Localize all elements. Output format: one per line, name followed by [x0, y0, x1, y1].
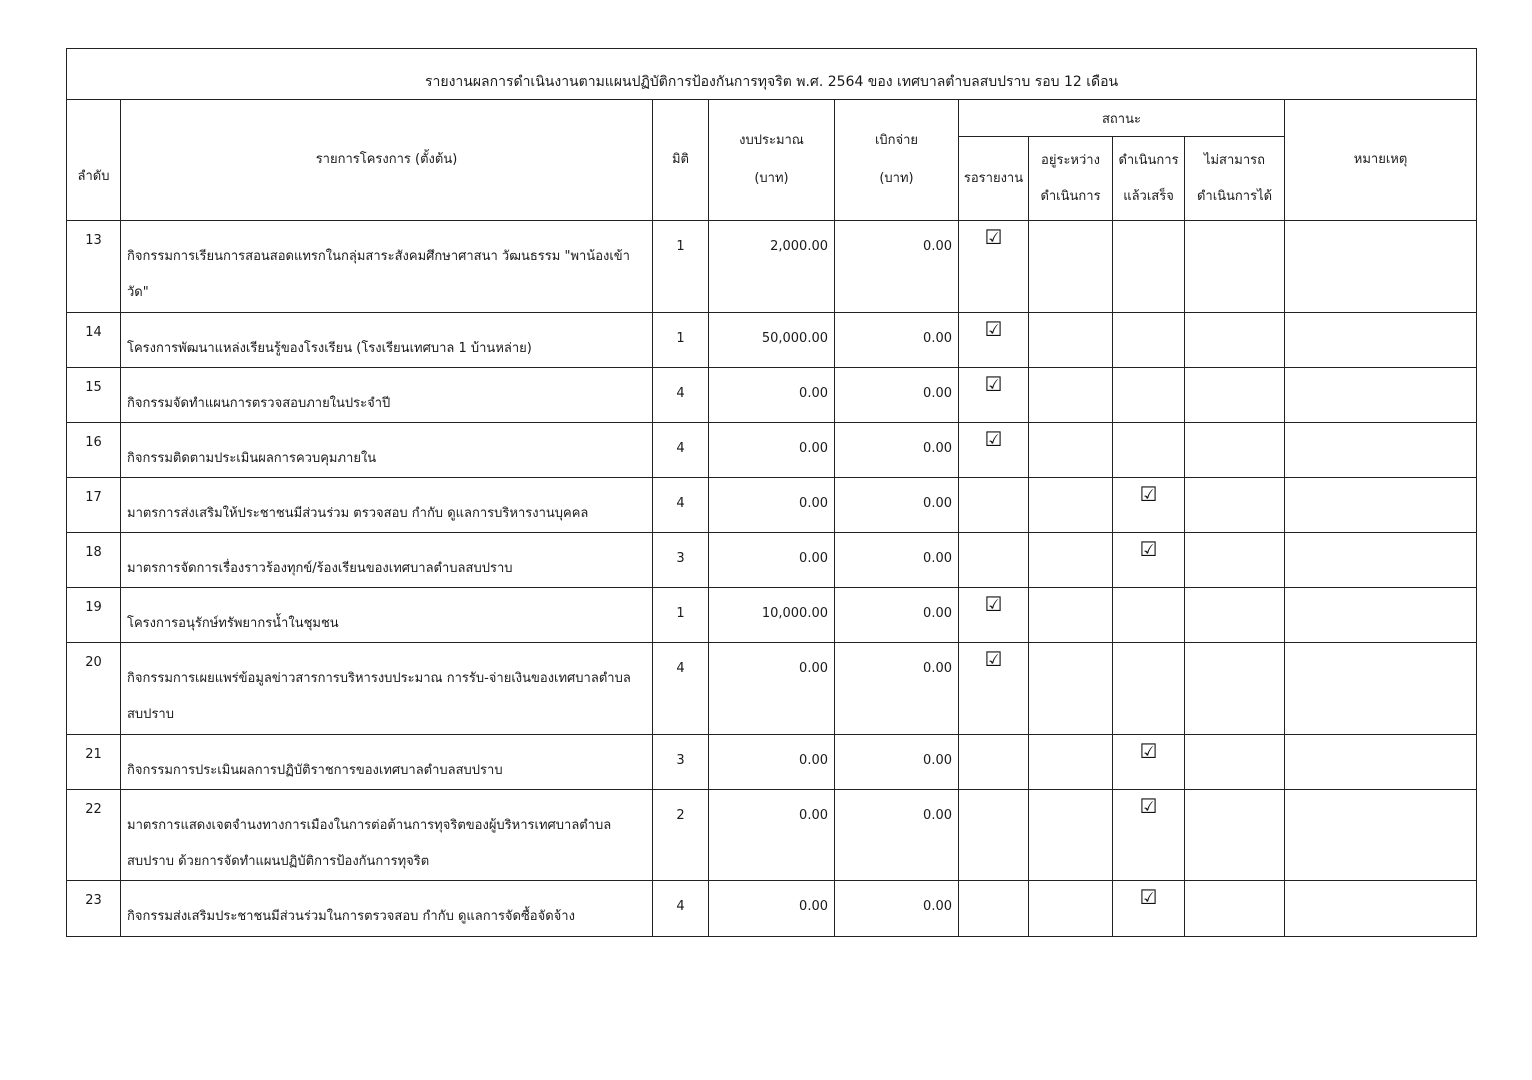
row-status-waiting — [959, 881, 1029, 937]
row-remark — [1285, 881, 1477, 937]
row-dimension: 3 — [653, 533, 709, 588]
row-status-done — [1113, 735, 1185, 790]
row-status-inprogress — [1029, 533, 1113, 588]
header-status-waiting: รอรายงาน — [959, 137, 1029, 221]
row-spent: 0.00 — [835, 221, 959, 313]
row-project-name: กิจกรรมจัดทำแผนการตรวจสอบภายในประจำปี — [121, 368, 653, 423]
header-spent — [835, 100, 959, 221]
row-number: 19 — [67, 588, 121, 643]
row-status-waiting — [959, 423, 1029, 478]
row-spent: 0.00 — [835, 881, 959, 937]
row-budget: 0.00 — [709, 881, 835, 937]
checkbox-checked-icon: ☑ — [1139, 739, 1158, 763]
table-row — [67, 368, 1477, 423]
header-status: สถานะ — [959, 100, 1285, 137]
row-project-name: โครงการพัฒนาแหล่งเรียนรู้ของโรงเรียน (โรงเรียนเทศบาล 1 บ้านหล่าย) — [121, 313, 653, 368]
row-remark — [1285, 588, 1477, 643]
row-budget: 2,000.00 — [709, 221, 835, 313]
row-status-inprogress — [1029, 735, 1113, 790]
header-status-done — [1113, 137, 1185, 221]
row-status-inprogress — [1029, 423, 1113, 478]
table-row — [67, 313, 1477, 368]
row-status-done — [1113, 221, 1185, 313]
checkbox-checked-icon: ☑ — [1139, 537, 1158, 561]
row-budget: 0.00 — [709, 533, 835, 588]
checkbox-checked-icon: ☑ — [1139, 885, 1158, 909]
row-status-waiting — [959, 533, 1029, 588]
row-number: 21 — [67, 735, 121, 790]
row-status-waiting — [959, 313, 1029, 368]
row-status-done — [1113, 790, 1185, 881]
header-budget — [709, 100, 835, 221]
row-project-name: มาตรการจัดการเรื่องราวร้องทุกข์/ร้องเรียนของเทศบาลตำบลสบปราบ — [121, 533, 653, 588]
row-project-name: กิจกรรมการประเมินผลการปฏิบัติราชการของเทศบาลตำบลสบปราบ — [121, 735, 653, 790]
header-spent-line2: (บาท) — [879, 171, 914, 186]
row-status-inprogress — [1029, 643, 1113, 735]
row-budget: 0.00 — [709, 423, 835, 478]
row-budget: 0.00 — [709, 478, 835, 533]
row-status-done — [1113, 533, 1185, 588]
row-spent: 0.00 — [835, 735, 959, 790]
row-status-unable — [1185, 313, 1285, 368]
checkbox-checked-icon: ☑ — [984, 317, 1003, 341]
row-status-done — [1113, 478, 1185, 533]
row-dimension: 1 — [653, 588, 709, 643]
header-status-unable-line1: ไม่สามารถ — [1203, 152, 1266, 168]
row-remark — [1285, 643, 1477, 735]
header-budget-line2: (บาท) — [754, 171, 789, 186]
report-title: รายงานผลการดำเนินงานตามแผนปฏิบัติการป้องกันการทุจริต พ.ศ. 2564 ของ เทศบาลตำบลสบปราบ รอบ 12 เดือน — [67, 49, 1477, 100]
row-status-inprogress — [1029, 588, 1113, 643]
row-project-name: มาตรการแสดงเจตจำนงทางการเมืองในการต่อต้านการทุจริตของผู้บริหารเทศบาลตำบลสบปราบ ด้วยการจัดทำแผนปฏิบัติการป้องกันการทุจริต — [121, 790, 653, 881]
row-status-unable — [1185, 881, 1285, 937]
row-project-name: มาตรการส่งเสริมให้ประชาชนมีส่วนร่วม ตรวจสอบ กำกับ ดูแลการบริหารงานบุคคล — [121, 478, 653, 533]
table-row — [67, 643, 1477, 735]
row-status-waiting — [959, 368, 1029, 423]
row-status-inprogress — [1029, 790, 1113, 881]
row-budget: 0.00 — [709, 735, 835, 790]
row-project-name: กิจกรรมการเรียนการสอนสอดแทรกในกลุ่มสาระสังคมศึกษาศาสนา วัฒนธรรม "พาน้องเข้าวัด" — [121, 221, 653, 313]
checkbox-checked-icon: ☑ — [984, 372, 1003, 396]
row-status-done — [1113, 588, 1185, 643]
row-status-done — [1113, 643, 1185, 735]
report-table — [66, 48, 1477, 937]
row-number: 17 — [67, 478, 121, 533]
header-status-inprogress — [1029, 137, 1113, 221]
table-row — [67, 790, 1477, 881]
row-spent: 0.00 — [835, 313, 959, 368]
row-number: 22 — [67, 790, 121, 881]
row-spent: 0.00 — [835, 643, 959, 735]
row-remark — [1285, 221, 1477, 313]
row-status-waiting — [959, 643, 1029, 735]
row-status-unable — [1185, 790, 1285, 881]
row-project-name: กิจกรรมส่งเสริมประชาชนมีส่วนร่วมในการตรวจสอบ กำกับ ดูแลการจัดซื้อจัดจ้าง — [121, 881, 653, 937]
row-number: 20 — [67, 643, 121, 735]
table-row — [67, 423, 1477, 478]
row-status-done — [1113, 368, 1185, 423]
row-dimension: 4 — [653, 478, 709, 533]
row-status-unable — [1185, 533, 1285, 588]
row-remark — [1285, 533, 1477, 588]
row-budget: 0.00 — [709, 643, 835, 735]
header-status-unable-line2: ดำเนินการได้ — [1196, 188, 1273, 204]
checkbox-checked-icon: ☑ — [1139, 482, 1158, 506]
row-dimension: 2 — [653, 790, 709, 881]
row-status-unable — [1185, 588, 1285, 643]
row-status-inprogress — [1029, 221, 1113, 313]
report-rows — [67, 221, 1477, 937]
row-project-name: กิจกรรมการเผยแพร่ข้อมูลข่าวสารการบริหารงบประมาณ การรับ-จ่ายเงินของเทศบาลตำบลสบปราบ — [121, 643, 653, 735]
row-budget: 50,000.00 — [709, 313, 835, 368]
table-row — [67, 478, 1477, 533]
row-budget: 10,000.00 — [709, 588, 835, 643]
row-number: 16 — [67, 423, 121, 478]
row-status-unable — [1185, 735, 1285, 790]
checkbox-checked-icon: ☑ — [984, 225, 1003, 249]
row-spent: 0.00 — [835, 533, 959, 588]
row-dimension: 4 — [653, 368, 709, 423]
header-dimension: มิติ — [653, 100, 709, 221]
row-remark — [1285, 790, 1477, 881]
row-number: 15 — [67, 368, 121, 423]
row-project-name: กิจกรรมติดตามประเมินผลการควบคุมภายใน — [121, 423, 653, 478]
row-status-inprogress — [1029, 881, 1113, 937]
header-seq: ลำดับ — [67, 100, 121, 221]
row-spent: 0.00 — [835, 790, 959, 881]
row-status-waiting — [959, 478, 1029, 533]
row-status-unable — [1185, 423, 1285, 478]
row-remark — [1285, 368, 1477, 423]
row-spent: 0.00 — [835, 368, 959, 423]
row-status-waiting — [959, 735, 1029, 790]
row-status-unable — [1185, 368, 1285, 423]
row-status-unable — [1185, 643, 1285, 735]
header-status-done-line2: แล้วเสร็จ — [1123, 188, 1174, 204]
row-dimension: 4 — [653, 643, 709, 735]
row-remark — [1285, 478, 1477, 533]
header-status-unable — [1185, 137, 1285, 221]
row-dimension: 1 — [653, 313, 709, 368]
row-number: 18 — [67, 533, 121, 588]
row-dimension: 4 — [653, 881, 709, 937]
row-budget: 0.00 — [709, 368, 835, 423]
row-status-waiting — [959, 790, 1029, 881]
row-status-done — [1113, 423, 1185, 478]
header-status-done-line1: ดำเนินการ — [1118, 152, 1179, 168]
row-remark — [1285, 735, 1477, 790]
header-budget-line1: งบประมาณ — [739, 133, 804, 148]
row-status-inprogress — [1029, 368, 1113, 423]
table-row — [67, 735, 1477, 790]
header-spent-line1: เบิกจ่าย — [874, 133, 919, 148]
row-status-waiting — [959, 221, 1029, 313]
row-status-inprogress — [1029, 313, 1113, 368]
row-dimension: 3 — [653, 735, 709, 790]
checkbox-checked-icon: ☑ — [1139, 794, 1158, 818]
report-sheet — [66, 48, 1476, 928]
row-spent: 0.00 — [835, 478, 959, 533]
checkbox-checked-icon: ☑ — [984, 427, 1003, 451]
row-remark — [1285, 423, 1477, 478]
row-dimension: 1 — [653, 221, 709, 313]
row-spent: 0.00 — [835, 423, 959, 478]
row-status-unable — [1185, 221, 1285, 313]
row-status-done — [1113, 313, 1185, 368]
checkbox-checked-icon: ☑ — [984, 647, 1003, 671]
header-status-inprogress-line2: ดำเนินการ — [1040, 188, 1101, 204]
row-status-waiting — [959, 588, 1029, 643]
header-status-inprogress-line1: อยู่ระหว่าง — [1041, 152, 1100, 168]
row-status-unable — [1185, 478, 1285, 533]
checkbox-checked-icon: ☑ — [984, 592, 1003, 616]
row-number: 23 — [67, 881, 121, 937]
table-row — [67, 881, 1477, 937]
row-dimension: 4 — [653, 423, 709, 478]
table-row — [67, 221, 1477, 313]
row-status-done — [1113, 881, 1185, 937]
row-status-inprogress — [1029, 478, 1113, 533]
row-number: 13 — [67, 221, 121, 313]
row-number: 14 — [67, 313, 121, 368]
header-project: รายการโครงการ (ตั้งต้น) — [121, 100, 653, 221]
header-remark: หมายเหตุ — [1285, 100, 1477, 221]
row-project-name: โครงการอนุรักษ์ทรัพยากรน้ำในชุมชน — [121, 588, 653, 643]
table-row — [67, 588, 1477, 643]
row-remark — [1285, 313, 1477, 368]
row-spent: 0.00 — [835, 588, 959, 643]
row-budget: 0.00 — [709, 790, 835, 881]
table-row — [67, 533, 1477, 588]
